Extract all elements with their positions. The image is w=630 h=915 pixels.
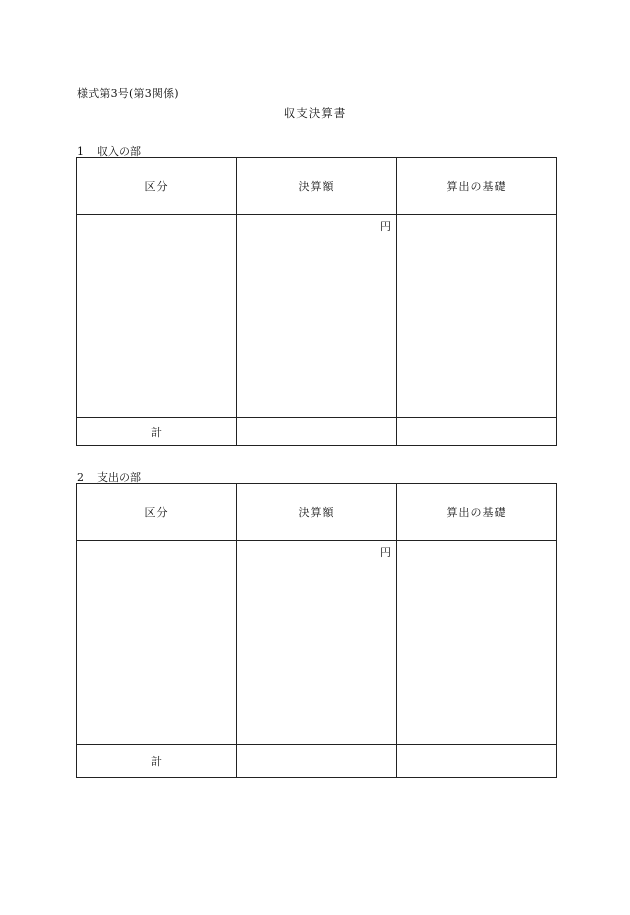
- income-header-basis: 算出の基礎: [397, 158, 557, 215]
- expense-body-row: [77, 541, 557, 745]
- expense-total-basis-cell[interactable]: [397, 745, 557, 778]
- expense-total-label: 計: [77, 745, 237, 778]
- income-total-amount-cell[interactable]: [237, 418, 397, 446]
- expense-header-amount: 決算額: [237, 484, 397, 541]
- expense-basis-cell[interactable]: [397, 541, 557, 745]
- form-number: 様式第3号(第3関係): [77, 87, 179, 100]
- income-header-amount: 決算額: [237, 158, 397, 215]
- income-total-label: 計: [77, 418, 237, 446]
- expense-header-basis: 算出の基礎: [397, 484, 557, 541]
- income-body-row: [77, 215, 557, 418]
- income-total-row: [77, 418, 557, 446]
- expense-total-row: [77, 745, 557, 778]
- expense-header-row: [77, 484, 557, 541]
- income-total-basis-cell[interactable]: [397, 418, 557, 446]
- income-category-cell[interactable]: [77, 215, 237, 418]
- expense-table: [76, 483, 557, 778]
- expense-header-category: 区分: [77, 484, 237, 541]
- income-header-row: [77, 158, 557, 215]
- income-header-category: 区分: [77, 158, 237, 215]
- expense-unit-label: 円: [380, 546, 391, 559]
- income-amount-cell[interactable]: [237, 215, 397, 418]
- income-table: [76, 157, 557, 446]
- expense-section-number: 2: [77, 471, 84, 484]
- expense-total-amount-cell[interactable]: [237, 745, 397, 778]
- income-unit-label: 円: [380, 220, 391, 233]
- income-section-number: 1: [77, 145, 84, 158]
- expense-amount-cell[interactable]: [237, 541, 397, 745]
- document-title: 収支決算書: [283, 106, 347, 120]
- expense-category-cell[interactable]: [77, 541, 237, 745]
- income-section-label: 収入の部: [97, 145, 141, 158]
- income-basis-cell[interactable]: [397, 215, 557, 418]
- expense-section-label: 支出の部: [97, 471, 141, 484]
